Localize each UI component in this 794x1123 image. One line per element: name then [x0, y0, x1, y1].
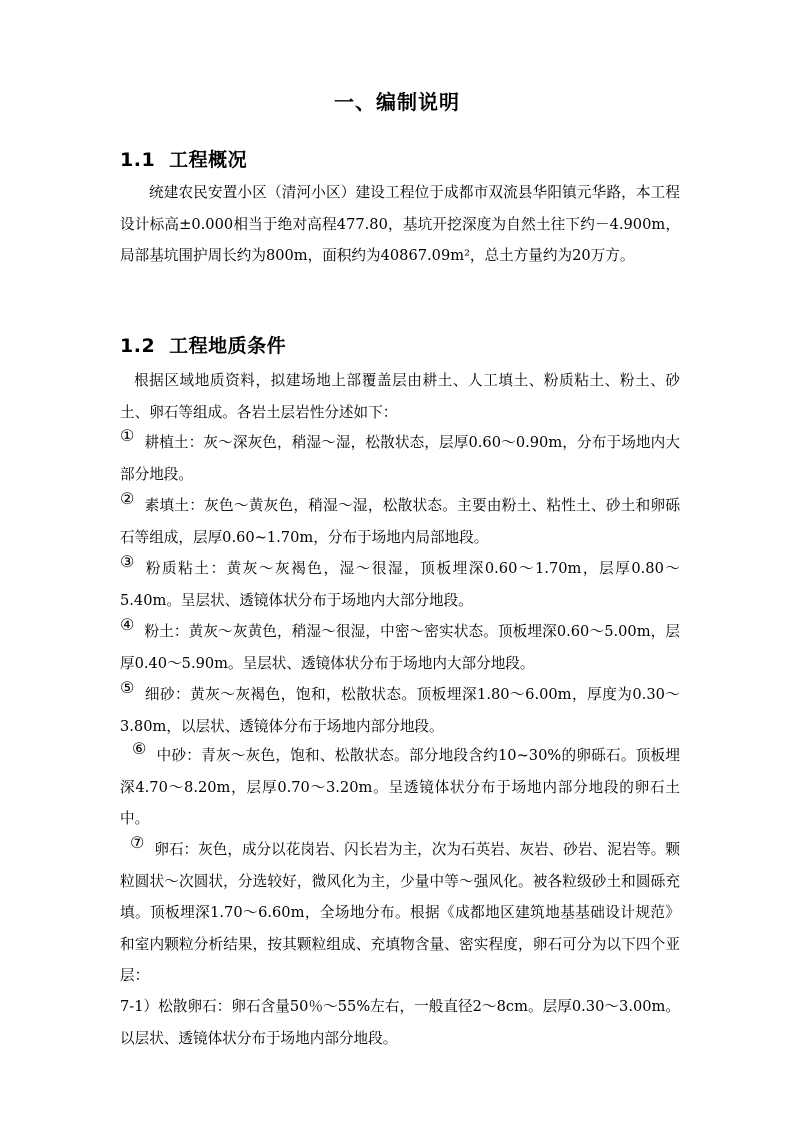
- geology-intro-paragraph: 根据区域地质资料，拟建场地上部覆盖层由耕土、人工填土、粉质粘土、粉土、砂土、卵石等组成。各岩土层岩性分述如下：: [120, 372, 680, 421]
- section-heading-1-1: [120, 145, 247, 172]
- soil-layer-item: [120, 553, 680, 616]
- project-overview-paragraph: 统建农民安置小区（清河小区）建设工程位于成都市双流县华阳镇元华路，本工程设计标高±0.000相当于绝对高程477.80，基坑开挖深度为自然土往下约－4.900m，局部基坑围护周长约为800m，面积约为40867.09m²，总土方量约为20万方。: [120, 184, 680, 264]
- section-number: 1.1: [120, 149, 156, 171]
- soil-layer-text: 细砂：黄灰～灰褐色，饱和，松散状态。顶板埋深1.80～6.00m，厚度为0.30～3.80m，以层状、透镜体分布于场地内部分地段。: [120, 686, 680, 735]
- circled-number-marker: ③: [120, 552, 135, 571]
- circled-number-marker: ⑤: [120, 678, 135, 697]
- soil-layer-item: [120, 679, 680, 742]
- soil-layer-item: [120, 740, 680, 835]
- soil-layer-item: [120, 490, 680, 553]
- section-number: 1.2: [120, 335, 156, 357]
- circled-number-marker: ①: [120, 426, 135, 445]
- soil-layer-text: 中砂：青灰～灰色，饱和、松散状态。部分地段含约10~30%的卵砾石。顶板埋深4.70～8.20m，层厚0.70～3.20m。呈透镜体状分布于场地内部分地段的卵石土中。: [120, 747, 680, 827]
- section-heading-1-2: [120, 331, 286, 358]
- circled-number-marker: ⑦: [130, 833, 145, 852]
- circled-number-marker: ④: [120, 615, 135, 634]
- document-title: 一、编制说明: [334, 90, 460, 114]
- section-title: 工程地质条件: [169, 335, 287, 357]
- sublayer-paragraph: 7-1）松散卵石：卵石含量50％～55%左右，一般直径2～8cm。层厚0.30～3.00m。以层状、透镜体状分布于场地内部分地段。: [120, 998, 680, 1047]
- circled-number-marker: ⑥: [132, 739, 147, 758]
- soil-layer-item: [120, 616, 680, 679]
- section-title: 工程概况: [169, 149, 248, 171]
- soil-layer-text: 粉质粘土：黄灰～灰褐色，湿～很湿，顶板埋深0.60～1.70m，层厚0.80～5.40m。呈层状、透镜体状分布于场地内大部分地段。: [120, 560, 680, 609]
- soil-layer-text: 粉土：黄灰～灰黄色，稍湿～很湿，中密～密实状态。顶板埋深0.60～5.00m，层厚0.40～5.90m。呈层状、透镜体状分布于场地内大部分地段。: [120, 623, 680, 672]
- soil-layer-text: 耕植土：灰～深灰色，稍湿～湿，松散状态，层厚0.60～0.90m，分布于场地内大部分地段。: [120, 434, 680, 483]
- soil-layer-item: [120, 834, 680, 992]
- circled-number-marker: ②: [120, 489, 135, 508]
- soil-layer-text: 素填土：灰色～黄灰色，稍湿～湿，松散状态。主要由粉土、粘性土、砂土和卵砾石等组成，层厚0.60~1.70m，分布于场地内局部地段。: [120, 497, 680, 546]
- soil-layer-text: 卵石：灰色，成分以花岗岩、闪长岩为主，次为石英岩、灰岩、砂岩、泥岩等。颗粒圆状～次圆状，分选较好，微风化为主，少量中等～强风化。被各粒级砂土和圆砾充填。顶板埋深1.70～6.60m，全场地分布。根据《成都地区建筑地基基础设计规范》和室内颗粒分析结果，按其颗粒组成、充填物含量、密实程度，卵石可分为以下四个亚层：: [120, 841, 680, 984]
- soil-layer-item: [120, 427, 680, 490]
